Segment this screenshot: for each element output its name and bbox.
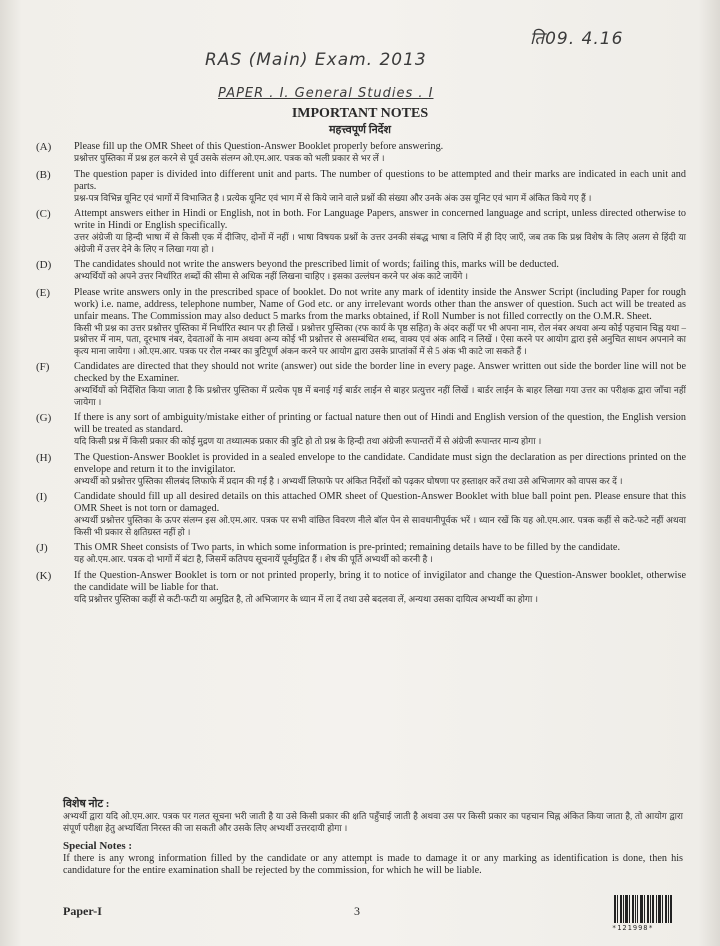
note-g xyxy=(36,412,686,448)
note-hindi: अभ्यर्थियों को अपने उत्तर निर्धारित शब्दों की सीमा से अधिक नहीं लिखना चाहिए । इसका उल्लंघन करने पर अंक काटे जायेंगे । xyxy=(74,271,469,281)
note-english: If the Question-Answer Booklet is torn or not printed properly, bring it to notice of invigilator and change the Question-Answer booklet, otherwise the candidate will be liable for that. xyxy=(74,569,686,593)
handwritten-date: ति09. 4.16 xyxy=(530,29,624,49)
footer-paper-label: Paper-I xyxy=(63,904,102,918)
page-title: IMPORTANT NOTES xyxy=(291,106,429,121)
note-i xyxy=(36,491,686,538)
footer-page-number: 3 xyxy=(354,904,360,918)
note-english: The candidates should not write the answers beyond the prescribed limit of words; failing this, marks will be deducted. xyxy=(74,259,559,270)
note-english: Candidates are directed that they should not write (answer) out side the border line in every page. Answer written out side the border line will not be checked by the Examiner. xyxy=(74,361,686,384)
note-hindi: अभ्यर्थी प्रश्नोत्तर पुस्तिका के ऊपर संलग्न इस ओ.एम.आर. पत्रक पर सभी वांछित विवरण नीले बॉल पेन से सावधानीपूर्वक भरें । ध्यान रखें कि यह ओ.एम.आर. पत्रक कहीं से कटे-फटे नहीं अथवा किसी भी प्रकार से क्षतिग्रस्त नहीं हो । xyxy=(74,515,686,537)
note-f xyxy=(36,361,686,408)
note-a xyxy=(36,141,686,165)
note-hindi: किसी भी प्रश्न का उत्तर प्रश्नोत्तर पुस्तिका में निर्धारित स्थान पर ही लिखें । प्रश्नोत्तर पुस्तिका (रफ कार्य के पृष्ठ सहित) के अंदर कहीं पर भी अपना नाम, रोल नंबर अथवा अन्य कोई पहचान चिह्न यथा – प्रश्नोत्तर में नाम, पता, दूरभाष नंबर, देवताओं के नाम अथवा अन्य कोई भी प्रश्नोत्तर से असम्बंधित शब्द, वाक्य एवं अंक आदि न लिखें । ऐसा करने पर आयोग द्वारा इसे अनुचित साधन अपनाने का कृत्य माना जायेगा । ओ.एम.आर. पत्रक पर रोल नम्बर का त्रुटिपूर्ण अंकन करने पर आयोग द्वारा उसके प्राप्तांकों में से 5 अंक भी काटे जा सकते हैं । xyxy=(74,322,686,356)
note-hindi: प्रश्न-पत्र विभिन्न यूनिट एवं भागों में विभाजित है । प्रत्येक यूनिट एवं भाग में से किये जाने वाले प्रश्नों की संख्या और उनके अंक उस यूनिट एवं भाग में अंकित किये गए हैं । xyxy=(74,192,592,203)
special-note-english-heading: Special Notes : xyxy=(63,840,133,852)
note-label: (A) xyxy=(36,141,52,153)
notes-list xyxy=(36,141,686,609)
note-d xyxy=(36,259,686,283)
special-note-hindi-heading: विशेष नोट : xyxy=(63,798,110,810)
note-c xyxy=(36,208,686,255)
note-k xyxy=(36,570,686,606)
note-hindi: यदि किसी प्रश्न में किसी प्रकार की कोई मुद्रण या तथ्यात्मक प्रकार की त्रुटि हो तो प्रश्न के हिन्दी तथा अंग्रेजी रूपान्तरों में से अंग्रेजी रूपान्तर मान्य होगा । xyxy=(74,436,542,446)
note-h xyxy=(36,452,686,488)
note-j xyxy=(36,542,686,566)
note-hindi: अभ्यर्थियों को निर्देशित किया जाता है कि प्रश्नोत्तर पुस्तिका में प्रत्येक पृष्ठ में बनाई गई बार्डर लाईन से बाहर प्रत्युत्तर नहीं लिखें । बार्डर लाईन के बाहर लिखा गया उत्तर का परीक्षक द्वारा जाँचा नहीं जायेगा । xyxy=(74,385,686,407)
note-e xyxy=(36,287,686,358)
note-label: (B) xyxy=(36,168,51,181)
special-note-hindi xyxy=(63,798,683,834)
note-label: (K) xyxy=(36,569,52,582)
note-hindi: यदि प्रश्नोत्तर पुस्तिका कहीं से कटी-फटी या अमुद्रित है, तो अभिजागर के ध्यान में ला दें तथा उसे बदलवा लें, अन्यथा उसका दायित्व अभ्यर्थी का होगा । xyxy=(74,593,538,604)
note-label: (J) xyxy=(36,542,48,554)
note-label: (G) xyxy=(36,412,52,424)
note-b xyxy=(36,169,686,205)
note-label: (I) xyxy=(36,491,47,503)
note-english: Candidate should fill up all desired details on this attached OMR sheet of Question-Answer Booklet with blue ball point pen. Please ensure that this OMR Sheet is not torn or damaged. xyxy=(74,491,686,514)
note-english: The question paper is divided into different unit and parts. The number of questions to be attempted and their marks are indicated in each unit and parts. xyxy=(74,168,686,192)
note-label: (D) xyxy=(36,259,52,271)
note-label: (F) xyxy=(36,361,50,373)
special-note-english xyxy=(63,840,683,877)
note-label: (H) xyxy=(36,451,52,464)
note-english: Attempt answers either in Hindi or English, not in both. For Language Papers, answer in concerned language and script, unless directed otherwise to write in Hindi or English specifically. xyxy=(74,208,686,231)
note-english: If there is any sort of ambiguity/mistake either of printing or factual nature then out of Hindi and English version of the question, the English version will be treated as standard. xyxy=(74,412,686,435)
handwritten-exam-title: RAS (Main) Exam. 2013 xyxy=(205,50,427,70)
note-hindi: अभ्यर्थी को प्रश्नोत्तर पुस्तिका सीलबंद लिफाफे में प्रदान की गई है । अभ्यर्थी लिफाफे पर अंकित निर्देशों को पढ़कर घोषणा पर हस्ताक्षर करें तथा उसे अभिजागर को वापस कर दें । xyxy=(74,475,623,486)
page-subtitle-hindi: महत्त्वपूर्ण निर्देश xyxy=(328,124,391,136)
note-hindi: प्रश्नोत्तर पुस्तिका में प्रश्न हल करने से पूर्व उसके संलग्न ओ.एम.आर. पत्रक को भली प्रकार से भर लें । xyxy=(74,153,385,163)
special-note-english-text: If there is any wrong information filled by the candidate or any attempt is made to damage it or any marking as identification is done, then his candidature for the entire examination shall be rejected by the commission, for which he will be liable. xyxy=(63,853,683,876)
note-hindi: उत्तर अंग्रेजी या हिन्दी भाषा में से किसी एक में दीजिए, दोनों में नहीं । भाषा विषयक प्रश्नों के उत्तर उनकी संबद्ध भाषा व लिपि में ही दिए जाएँ, जब तक कि प्रश्न विशेष के लिए अलग से हिंदी या अंग्रेजी में उत्तर देने के लिए न लिखा गया हो । xyxy=(74,232,686,254)
note-label: (E) xyxy=(36,286,51,299)
note-english: This OMR Sheet consists of Two parts, in which some information is pre-printed; remaining details have to be filled by the candidate. xyxy=(74,542,620,553)
barcode-icon xyxy=(614,895,672,923)
special-note-hindi-text: अभ्यर्थी द्वारा यदि ओ.एम.आर. पत्रक पर गलत सूचना भरी जाती है या उसे किसी प्रकार की क्षति पहुँचाई जाती है अथवा उस पर किसी प्रकार का पहचान चिह्न अंकित किया जाता है, तो आयोग द्वारा संपूर्ण परीक्षा हेतु अभ्यर्थिता निरस्त की जा सकती और उसके लिए अभ्यर्थी उत्तरदायी होगा । xyxy=(63,811,683,833)
note-english: The Question-Answer Booklet is provided in a sealed envelope to the candidate. Candidate must sign the declaration as per directions printed on the envelope and return it to the invigilator. xyxy=(74,451,686,475)
note-label: (C) xyxy=(36,208,51,220)
note-english: Please fill up the OMR Sheet of this Question-Answer Booklet properly before answering. xyxy=(74,141,444,152)
note-english: Please write answers only in the prescribed space of booklet. Do not write any mark of identity inside the Answer Script (including Paper for rough work) i.e. name, address, telephone number, Name of God etc. or any irrelevant words other than the answer of question. Such act will be treated as unfair means. The Commission may also deduct 5 marks from the marks obtained, if Roll Number is not filled correctly on the O.M.R. Sheet. xyxy=(74,286,686,322)
barcode-number: *121998* xyxy=(612,924,654,932)
note-hindi: यह ओ.एम.आर. पत्रक दो भागों में बंटा है, जिसमें कतिपय सूचनायें पूर्वमुद्रित हैं । शेष की पूर्ति अभ्यर्थी को करनी है । xyxy=(74,554,433,564)
handwritten-paper-title: PAPER . I. General Studies . I xyxy=(218,86,434,101)
